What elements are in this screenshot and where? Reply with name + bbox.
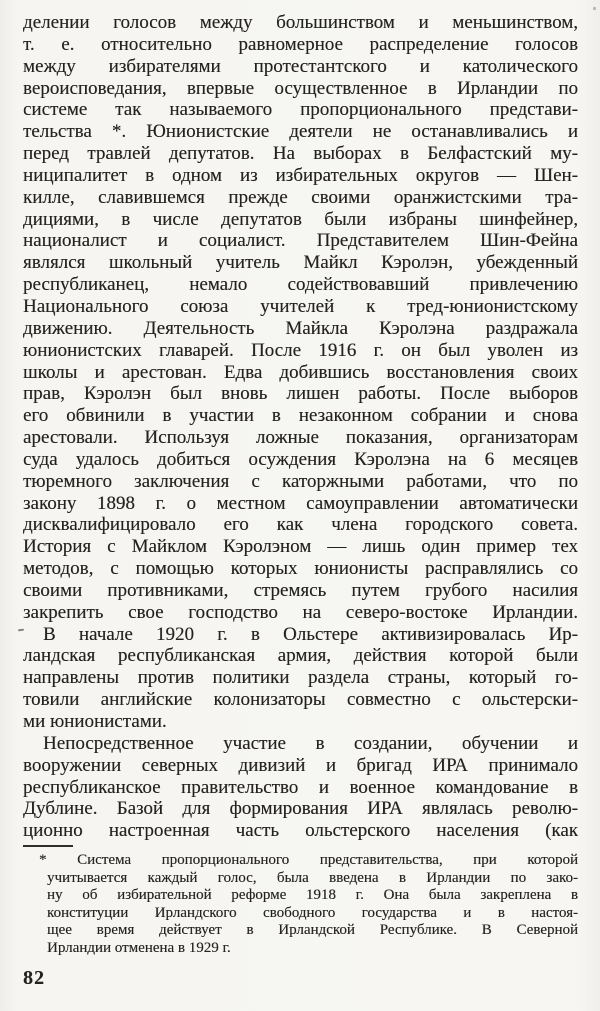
body-line: ми юнионистами. <box>23 711 167 732</box>
footnote-line: * Система пропорционального представительства, при которой <box>39 852 578 868</box>
scan-speck <box>593 7 596 10</box>
body-line: Национального союза учителей к тред-юнионистскому <box>23 295 578 317</box>
body-line: между избирателями протестантского и католического <box>23 55 578 77</box>
body-line: тюремного заключения с каторжными работами, что по <box>23 470 578 492</box>
body-line: республиканец, немало содействовавший привлечению <box>23 274 578 296</box>
footnote-line: Ирландии отменена в 1929 г. <box>47 939 231 956</box>
body-line: дисквалифицировало его как члена городского совета. <box>23 514 578 536</box>
page-body-text <box>23 12 578 842</box>
body-line: юнионистских главарей. После 1916 г. он был уволен из <box>23 339 578 361</box>
body-line: Дублине. Базой для формирования ИРА являлась револю- <box>23 798 578 820</box>
body-line: суда удалось добиться осуждения Кэролэна на 6 месяцев <box>23 448 578 470</box>
body-line: системе так называемого пропорционального представи- <box>23 99 578 121</box>
body-line: методов, с помощью которых юнионисты расправлялись со <box>23 558 578 580</box>
body-line: делении голосов между большинством и меньшинством, <box>23 12 578 33</box>
footnote <box>39 852 578 958</box>
footnote-line: учитывается каждый голос, была введена в Ирландии по зако- <box>47 869 578 886</box>
body-line: вероисповедания, впервые осуществленное в Ирландии по <box>23 77 578 99</box>
body-line: его обвинили в участии в незаконном собрании и снова <box>23 405 578 427</box>
body-line: т. е. относительно равномерное распределение голосов <box>23 33 578 55</box>
page-number: 82 <box>23 967 45 989</box>
body-line: закрепить свое господство на северо-востоке Ирландии. <box>23 601 578 623</box>
footnote-line: конституции Ирландского свободного государства и в настоя- <box>47 904 578 921</box>
body-line: вооружении северных дивизий и бригад ИРА принимало <box>23 754 578 776</box>
footnote-line: ну об избирательной реформе 1918 г. Она была закреплена в <box>47 887 578 904</box>
body-line: перед травлей депутатов. На выборах в Белфастский му- <box>23 143 578 165</box>
body-line: Непосредственное участие в создании, обучении и <box>43 732 578 754</box>
body-line: являлся школьный учитель Майкл Кэролэн, убежденный <box>23 252 578 274</box>
body-line: закону 1898 г. о местном самоуправлении автоматически <box>23 492 578 514</box>
body-line: республиканское правительство и военное командование в <box>23 776 578 798</box>
body-line: националист и социалист. Представителем Шин-Фейна <box>23 230 578 252</box>
body-line: направлены против политики раздела страны, который го- <box>23 667 578 689</box>
body-line: прав, Кэролэн был вновь лишен работы. После выборов <box>23 383 578 405</box>
body-line: движению. Деятельность Майкла Кэролэна раздражала <box>23 317 578 339</box>
body-line: товили английские колонизаторы совместно с ольстерски- <box>23 689 578 711</box>
body-line: ниципалитет в одном из избирательных округов — Шен- <box>23 164 578 186</box>
body-line: дициями, в числе депутатов были избраны шинфейнер, <box>23 208 578 230</box>
footnote-divider <box>23 845 73 847</box>
body-line: своими противниками, стремясь путем грубого насилия <box>23 579 578 601</box>
footnote-line: щее время действует в Ирландской Республике. В Северной <box>47 922 578 939</box>
body-line: килле, славившемся прежде своими оранжистскими тра- <box>23 186 578 208</box>
body-line: История с Майклом Кэролэном — лишь один пример тех <box>23 536 578 558</box>
body-line: школы и арестован. Едва добившись восстановления своих <box>23 361 578 383</box>
body-line: тельства *. Юнионистские деятели не останавливались и <box>23 121 578 143</box>
body-line: арестовали. Используя ложные показания, организаторам <box>23 427 578 449</box>
body-line: ландская республиканская армия, действия которой были <box>23 645 578 667</box>
body-line: В начале 1920 г. в Ольстере активизировалась Ир- <box>43 623 578 645</box>
body-line: ционно настроенная часть ольстерского населения (как <box>23 820 578 842</box>
